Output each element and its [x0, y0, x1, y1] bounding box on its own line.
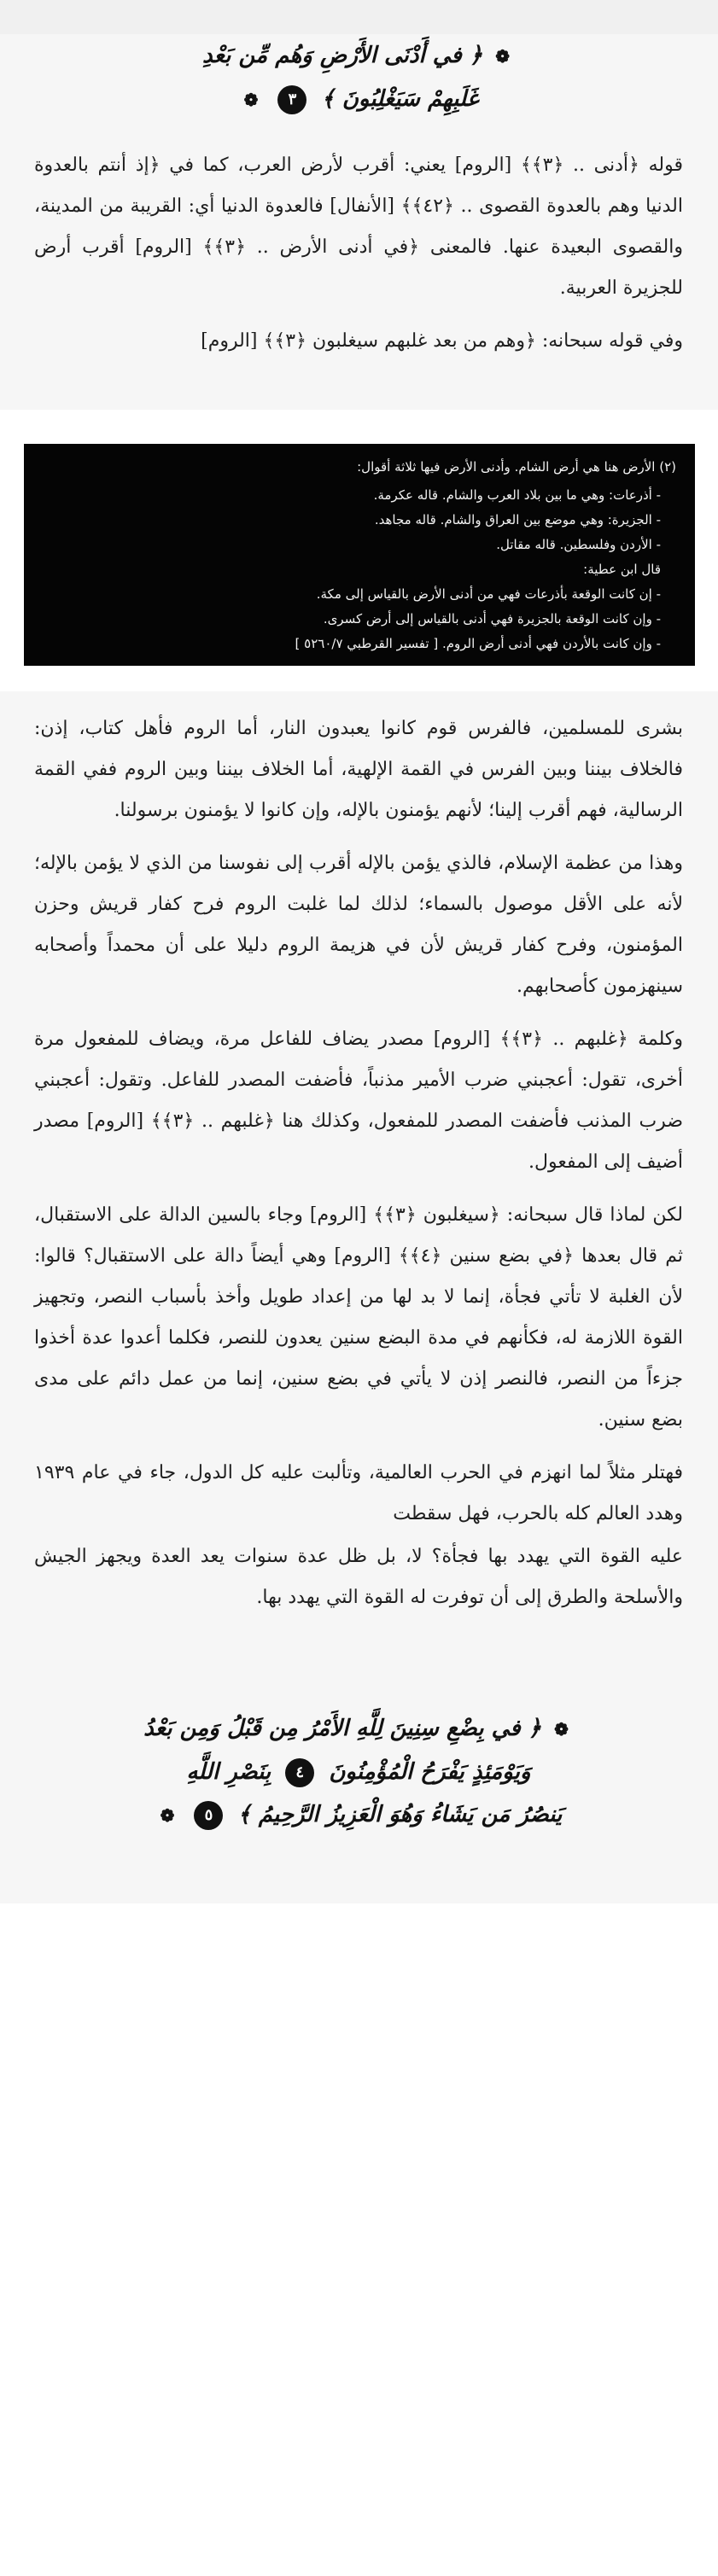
paragraph: فهتلر مثلاً لما انهزم في الحرب العالمية، وتألبت عليه كل الدول، جاء في عام ١٩٣٩ وهدد العالم كله بالحرب، فهل سقطت [34, 1462, 683, 1524]
verse-text: وَيَوْمَئِذٍ يَفْرَحُ الْمُؤْمِنُونَ [329, 1759, 531, 1785]
verse-line [102, 34, 615, 78]
verse-number-medallion: ٣ [277, 85, 306, 114]
footnote-list [43, 483, 676, 656]
footnote-heading: (٢) الأرض هنا هي أرض الشام. وأدنى الأرض فيها ثلاثة أقوال: [357, 459, 676, 475]
commentary-section-2 [34, 708, 683, 1547]
verse-number-medallion: ٤ [285, 1758, 314, 1787]
verse-text: غَلَبِهِمْ سَيَغْلِبُونَ ﴾ [321, 86, 479, 112]
paragraph: وكلمة ﴿غلبهم .. ﴿٣﴾﴾ [الروم] مصدر يضاف للفاعل مرة، ويضاف للمفعول مرة أخرى، تقول: أعجبني ضرب الأمير مذنباً، فأضفت المصدر للفاعل. وتقول: أعجبني ضرب المذنب فأضفت المصدر للمفعول، وكذلك هنا ﴿غلبهم .. ﴿٣﴾﴾ [الروم] مصدر أضيف إلى المفعول. [34, 1029, 684, 1173]
verse-header-bottom [102, 1707, 615, 1837]
ornament-icon: ❁ [554, 1719, 569, 1740]
ornament-icon: ❁ [243, 90, 259, 110]
footnote-item: - وإن كانت بالأردن فهي أدنى أرض الروم. [ تفسير القرطبي ٥٢٦٠/٧ ] [295, 636, 661, 651]
footnote-item: - الأردن وفلسطين. قاله مقاتل. [496, 537, 661, 552]
verse-text: بِنَصْرِ اللَّهِ [186, 1759, 271, 1785]
footnote-item: - الجزيرة: وهي موضع بين العراق والشام. قاله مجاهد. [374, 512, 661, 527]
blank-area [0, 1903, 718, 2576]
footnote-item: - وإن كانت الوقعة بالجزيرة فهي أدنى بالقياس إلى أرض كسرى. [323, 611, 661, 627]
paragraph: وفي قوله سبحانه: ﴿وهم من بعد غلبهم سيغلبون ﴿٣﴾﴾ [الروم] [201, 330, 683, 352]
verse-line [102, 1793, 615, 1837]
paragraph: قوله ﴿أدنى .. ﴿٣﴾﴾ [الروم] يعني: أقرب لأرض العرب، كما في ﴿إذ أنتم بالعدوة الدنيا وهم بالعدوة القصوى .. ﴿٤٢﴾﴾ [الأنفال] فالعدوة الدنيا أي: القريبة من المدينة، والقصوى البعيدة عنها. فالمعنى ﴿في أدنى الأرض .. ﴿٣﴾﴾ [الروم] أقرب أرض للجزيرة العربية. [34, 154, 683, 299]
footnote-item: - إن كانت الوقعة بأذرعات فهي من أدنى الأرض بالقياس إلى مكة. [316, 586, 661, 602]
verse-line [102, 78, 615, 121]
footnote-box [24, 444, 695, 666]
commentary-section-3 [34, 1536, 683, 1630]
paragraph: وهذا من عظمة الإسلام، فالذي يؤمن بالإله أقرب إلى نفوسنا من الذي لا يؤمن بالإله؛ لأنه على الأقل موصول بالسماء؛ لذلك لما غلبت الروم فرح كفار قريش وحزن المؤمنون، وفرح كفار قريش لأن في هزيمة الروم دليلا على أن محمداً وأصحابه سينهزمون كأصحابهم. [34, 853, 683, 997]
verse-header-top [102, 34, 615, 121]
footnote-item: - أذرعات: وهي ما بين بلاد العرب والشام. قاله عكرمة. [373, 487, 661, 503]
verse-text: ﴿ في بِضْعِ سِنِينَ لِلَّهِ الأَمْرُ مِن قَبْلُ وَمِن بَعْدُ [143, 1716, 542, 1741]
paragraph: عليه القوة التي يهدد بها فجأة؟ لا، بل ظل عدة سنوات يعد العدة ويجهز الجيش والأسلحة والطرق إلى أن توفرت له القوة التي يهدد بها. [34, 1546, 683, 1608]
verse-text: ﴿ في أَدْنَى الأَرْضِ وَهُم مِّن بَعْدِ [202, 43, 483, 68]
ornament-icon: ❁ [495, 46, 510, 67]
paragraph: بشرى للمسلمين، فالفرس قوم كانوا يعبدون النار، أما الروم فأهل كتاب، إذن: فالخلاف بيننا وبين الفرس في القمة الإلهية، أما الخلاف بيننا وبين الروم ففي القمة الرسالية، فهم أقرب إلينا؛ لأنهم يؤمنون بالإله، وإن كانوا لا يؤمنون برسولنا. [34, 718, 683, 821]
ornament-icon: ❁ [160, 1805, 175, 1826]
footnote-item: قال ابن عطية: [583, 562, 661, 577]
verse-number-medallion: ٥ [194, 1801, 223, 1830]
commentary-section-1 [34, 145, 683, 374]
paragraph: لكن لماذا قال سبحانه: ﴿سيغلبون ﴿٣﴾﴾ [الروم] وجاء بالسين الدالة على الاستقبال، ثم قال بعدها ﴿في بضع سنين ﴿٤﴾﴾ [الروم] وهي أيضاً دالة على الاستقبال؟ قالوا: لأن الغلبة لا تأتي فجأة، إنما لا بد لها من إعداد طويل وأخذ بأسباب النصر، وتجهيز القوة اللازمة له، فكأنهم في مدة البضع سنين يعدون للنصر، فكلما أعدوا عدة أخذوا جزءاً من النصر، فالنصر إذن لا يأتي في بضع سنين، إنما من عمل دائم على مدى بضع سنين. [34, 1204, 683, 1431]
top-margin [0, 0, 718, 34]
verse-line [102, 1751, 615, 1793]
verse-line [102, 1707, 615, 1751]
verse-text: يَنصُرُ مَن يَشَاءُ وَهُوَ الْعَزِيزُ الرَّحِيمُ ﴾ [237, 1802, 563, 1827]
